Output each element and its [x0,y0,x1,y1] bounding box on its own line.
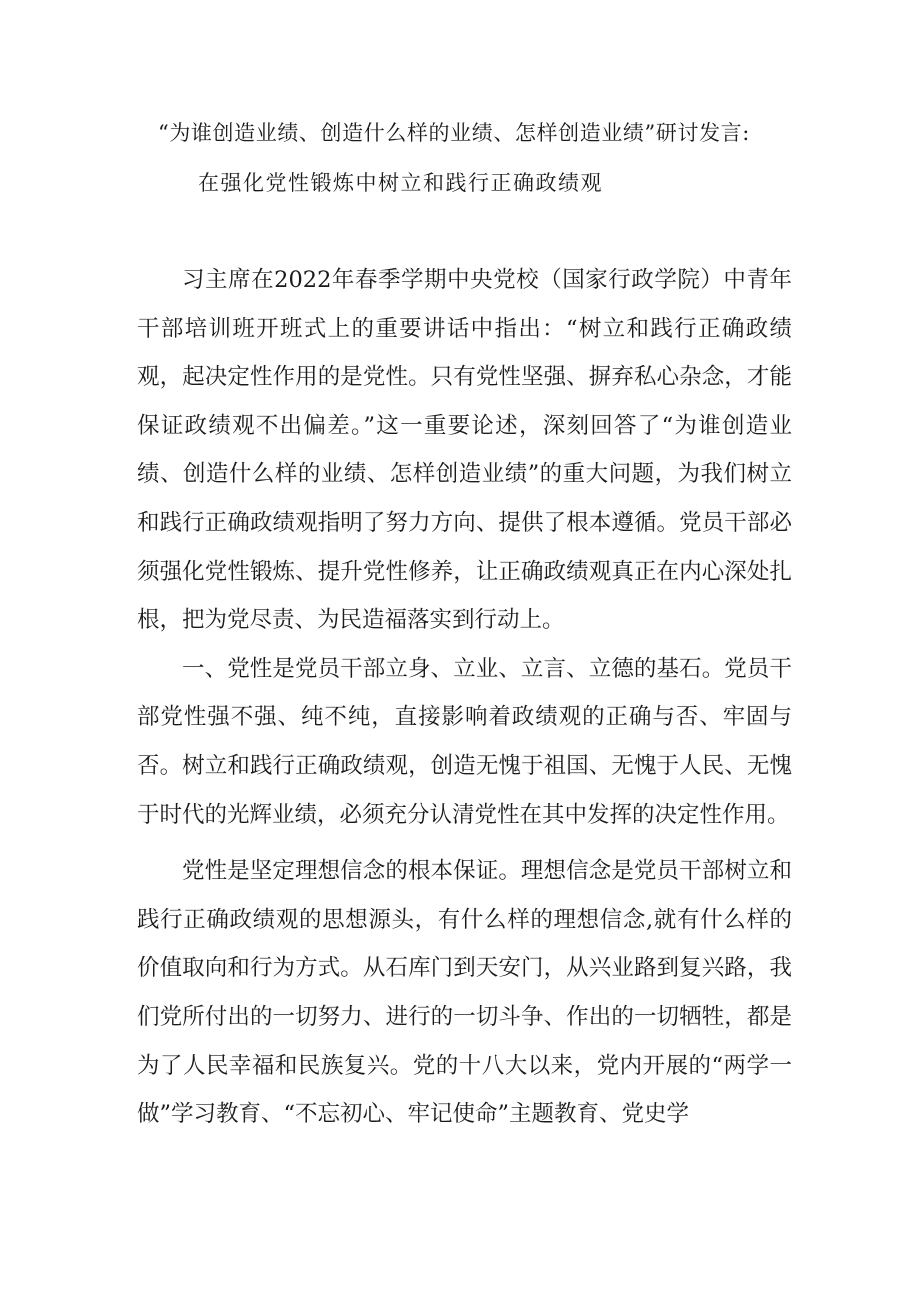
paragraph-section-one: 一、党性是党员干部立身、立业、立言、立德的基石。党员干部党性强不强、纯不纯，直接影响着政绩观的正确与否、牢固与否。树立和践行正确政绩观，创造无愧于祖国、无愧于人民、无愧于时代的光辉业绩，必须充分认清党性在其中发挥的决定性作用。 [137,655,792,828]
paragraph-intro: 习主席在2022年春季学期中央党校（国家行政学院）中青年干部培训班开班式上的重要讲话中指出：“树立和践行正确政绩观，起决定性作用的是党性。只有党性坚强、摒弃私心杂念，才能保证政绩观不出偏差。”这一重要论述，深刻回答了“为谁创造业绩、创造什么样的业绩、怎样创造业绩”的重大问题，为我们树立和践行正确政绩观指明了努力方向、提供了根本遵循。党员干部必须强化党性锻炼、提升党性修养，让正确政绩观真正在内心深处扎根，把为党尽责、为民造福落实到行动上。 [137,267,792,634]
document-body [137,256,792,1139]
document-title-line-1: “为谁创造业绩、创造什么样的业绩、怎样创造业绩”研讨发言: [158,121,750,145]
document-title-line-2: 在强化党性锻炼中树立和践行正确政绩观 [198,171,603,195]
paragraph-party-spirit: 党性是坚定理想信念的根本保证。理想信念是党员干部树立和践行正确政绩观的思想源头，有什么样的理想信念,就有什么样的价值取向和行为方式。从石库门到天安门，从兴业路到复兴路，我们党所付出的一切努力、进行的一切斗争、作出的一切牺牲，都是为了人民幸福和民族复兴。党的十八大以来，党内开展的“两学一做”学习教育、“不忘初心、牢记使命”主题教育、党史学 [137,858,792,1128]
